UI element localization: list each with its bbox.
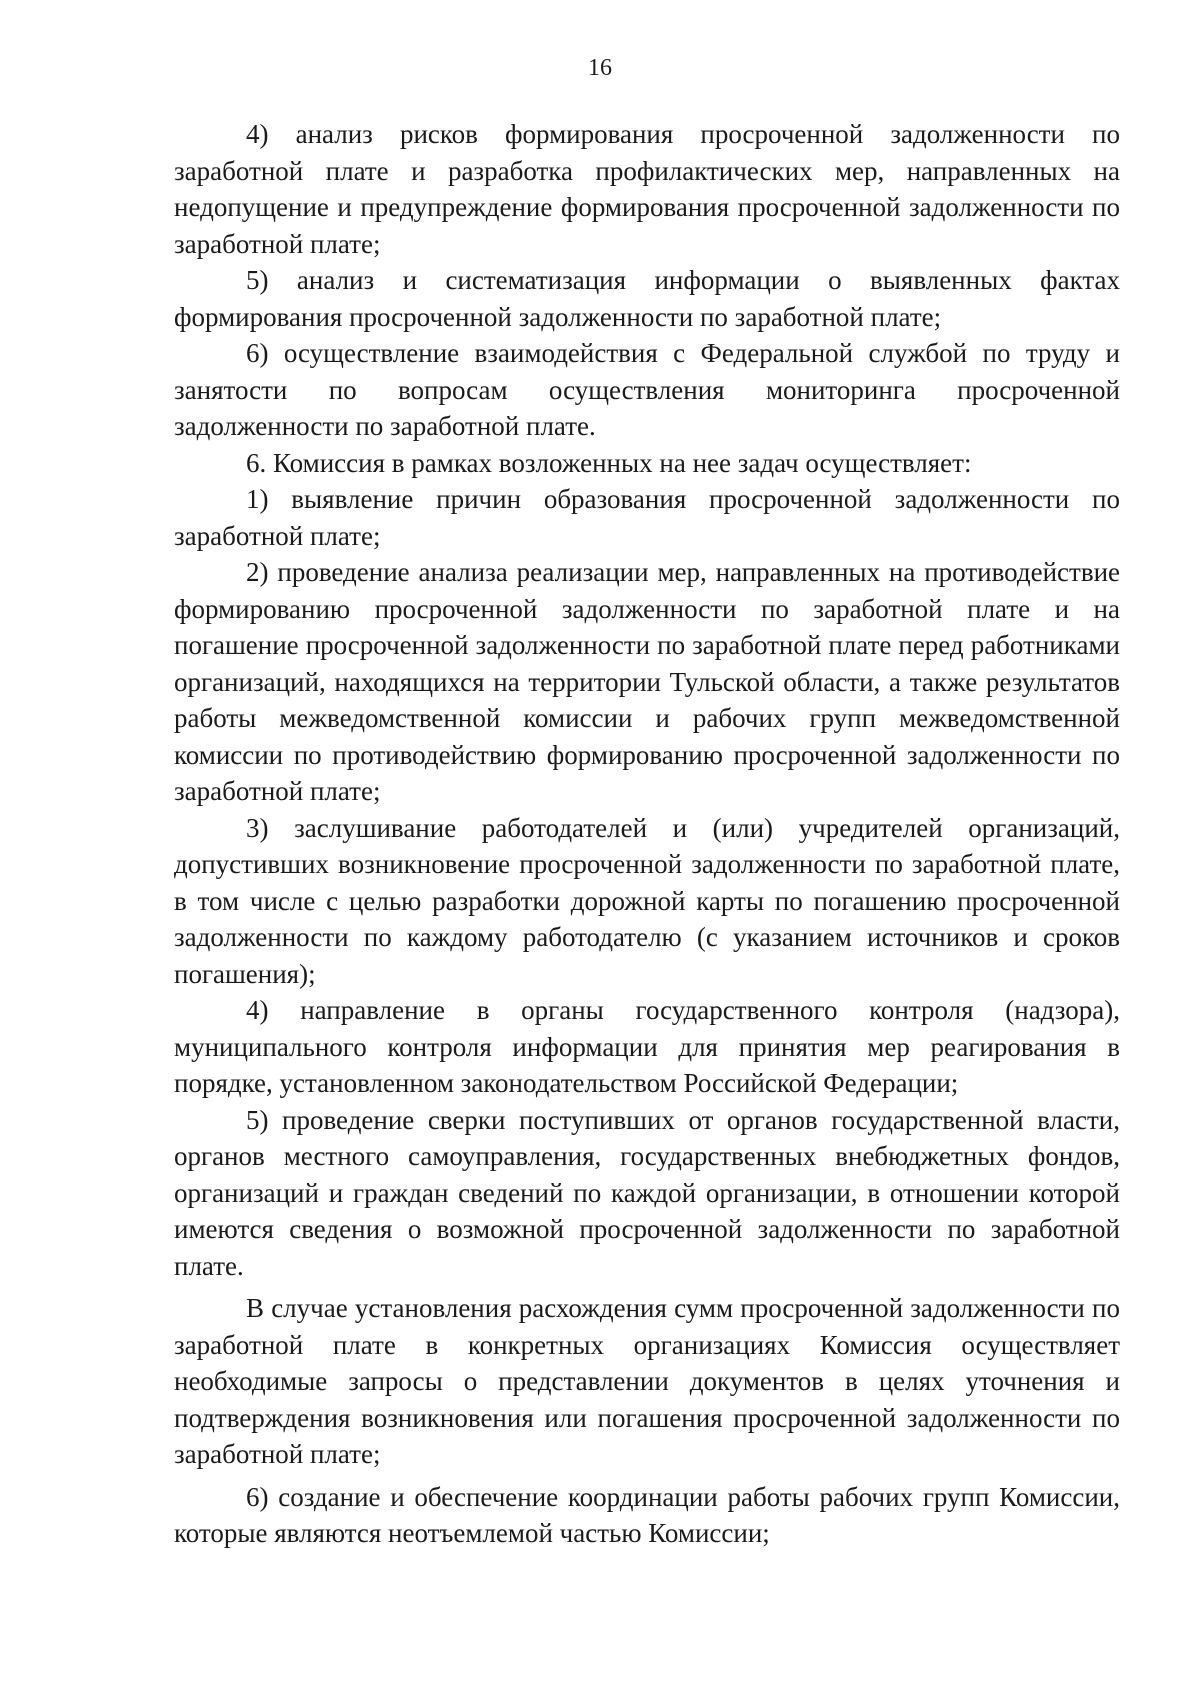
paragraph-employer-hearings: 3) заслушивание работодателей и (или) учредителей организаций, допустивших возникновение просроченной задолженности по заработной плате, в том числе с целью разработки дорожной карты по погашению просроченной задолженности по каждому работодателю (с указанием источников и сроков погашения); — [174, 812, 1120, 989]
paragraph-reconciliation: 5) проведение сверки поступивших от органов государственной власти, органов местного самоуправления, государственных внебюджетных фондов, организаций и граждан сведений по каждой организации, в отношении которой имеются сведения о возможной просроченной задолженности по заработной плате. — [174, 1104, 1120, 1281]
paragraph-identify-causes: 1) выявление причин образования просроченной задолженности по заработной плате; — [174, 484, 1120, 551]
paragraph-working-groups: 6) создание и обеспечение координации работы рабочих групп Комиссии, которые являются неотъемлемой частью Комиссии; — [174, 1481, 1120, 1548]
paragraph-measures-analysis: 2) проведение анализа реализации мер, направленных на противодействие формированию просроченной задолженности по заработной плате и на погашение просроченной задолженности по заработной плате перед работниками организаций, находящихся на территории Тульской области, а также результатов работы межведомственной комиссии и рабочих групп межведомственной комиссии по противодействию формированию просроченной задолженности по заработной плате; — [174, 557, 1120, 806]
page-number: 16 — [588, 55, 612, 81]
paragraph-risk-analysis: 4) анализ рисков формирования просроченной задолженности по заработной плате и разработка профилактических мер, направленных на недопущение и предупреждение формирования просроченной задолженности по заработной плате; — [174, 119, 1120, 259]
paragraph-federal-service-interaction: 6) осуществление взаимодействия с Федеральной службой по труду и занятости по вопросам осуществления мониторинга просроченной задолженности по заработной плате. — [174, 338, 1120, 441]
paragraph-information-systematization: 5) анализ и систематизация информации о выявленных фактах формирования просроченной задолженности по заработной плате; — [174, 265, 1120, 332]
document-body — [174, 116, 1120, 1552]
paragraph-commission-tasks-heading: 6. Комиссия в рамках возложенных на нее задач осуществляет: — [246, 447, 972, 478]
paragraph-discrepancy-requests: В случае установления расхождения сумм просроченной задолженности по заработной плате в конкретных организациях Комиссия осуществляет необходимые запросы о представлении документов в целях уточнения и подтверждения возникновения или погашения просроченной задолженности по заработной плате; — [174, 1293, 1120, 1469]
paragraph-control-bodies-referral: 4) направление в органы государственного контроля (надзора), муниципального контроля информации для принятия мер реагирования в порядке, установленном законодательством Российской Федерации; — [174, 995, 1120, 1098]
